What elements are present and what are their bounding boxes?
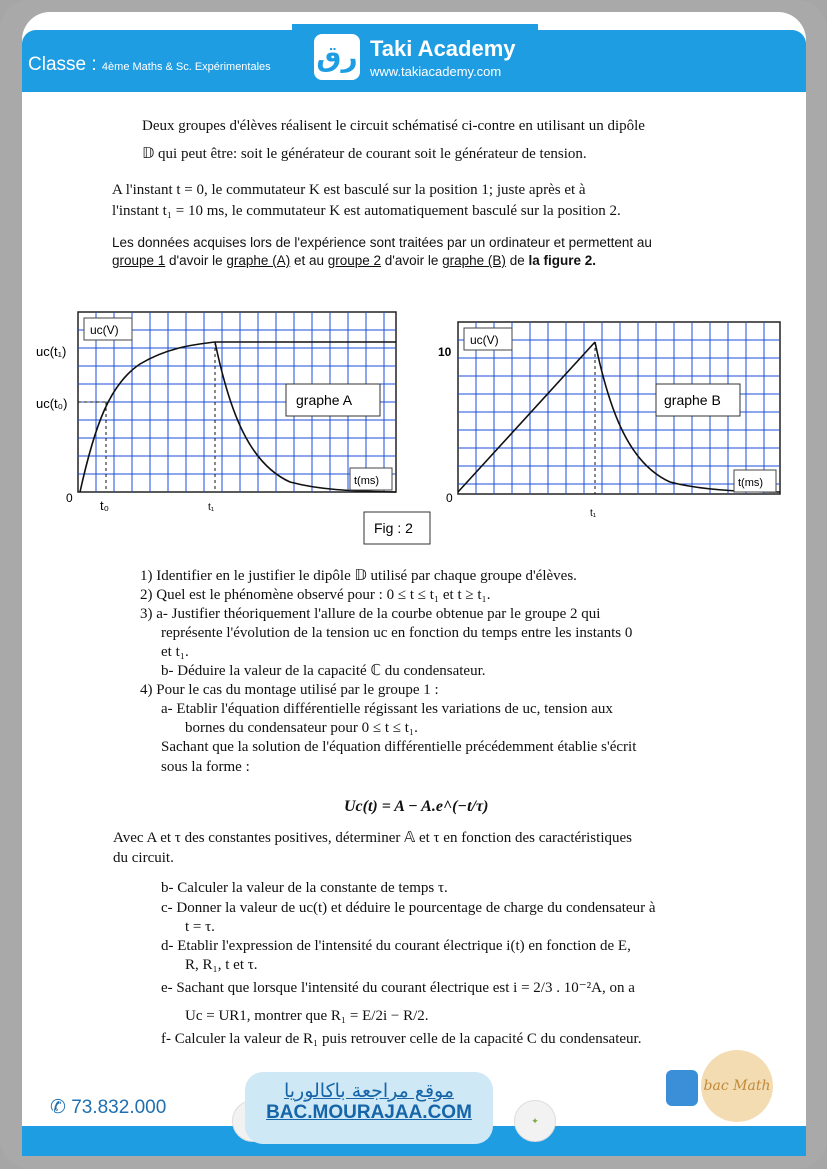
solution-formula: Uc(t) = A − A.e^(−t/τ) xyxy=(344,798,489,815)
site-arabic-name: موقع مراجعة باكالوريا xyxy=(283,1080,455,1102)
question-3a-line1: 3) a- Justifier théoriquement l'allure de la courbe obtenue par le groupe 2 qui xyxy=(140,606,601,622)
question-4d-line2: R, R₁, t et τ. xyxy=(185,957,258,973)
question-4b: b- Calculer la valeur de la constante de temps τ. xyxy=(161,880,448,896)
question-1: 1) Identifier en le justifier le dipôle 𝔻 utilisé par chaque groupe d'élèves. xyxy=(140,568,577,584)
bac-math-logo: bac Math xyxy=(701,1050,773,1122)
graph-b-ytick-10: 10 xyxy=(438,345,452,359)
question-3a-line3: et t₁. xyxy=(161,644,189,660)
graph-a-ylabel: uc(V) xyxy=(90,323,119,337)
intro-line-3: A l'instant t = 0, le commutateur K est basculé sur la position 1; juste après et à xyxy=(112,182,586,198)
intro-line-4: l'instant t₁ = 10 ms, le commutateur K est automatiquement basculé sur la position 2. xyxy=(112,203,621,219)
question-3a-line2: représente l'évolution de la tension uc en fonction du temps entre les instants 0 xyxy=(161,625,633,641)
question-4a-line2: bornes du condensateur pour 0 ≤ t ≤ t₁. xyxy=(185,720,418,736)
question-4-solution-line1: Sachant que la solution de l'équation différentielle précédemment établie s'écrit xyxy=(161,739,637,755)
brand-name: Taki Academy xyxy=(370,36,516,61)
fig-caption: Fig : 2 xyxy=(374,520,413,536)
question-3b: b- Déduire la valeur de la capacité ℂ du condensateur. xyxy=(161,663,486,679)
figure-2 xyxy=(36,304,790,554)
avec-line-1: Avec A et τ des constantes positives, déterminer 𝔸 et τ en fonction des caractéristiques xyxy=(113,830,632,846)
graph-a-t1-label: t₁ xyxy=(208,502,215,513)
graph-b-label: graphe B xyxy=(664,392,721,408)
bac-mourajaa-banner[interactable] xyxy=(245,1072,493,1144)
brand-url[interactable]: www.takiacademy.com xyxy=(370,64,502,79)
graph-a xyxy=(36,312,396,513)
site-name[interactable]: BAC.MOURAJAA.COM xyxy=(266,1102,472,1123)
avec-line-2: du circuit. xyxy=(113,850,174,866)
question-4e-line1: e- Sachant que lorsque l'intensité du courant électrique est i = 2/3 . 10⁻²A, on a xyxy=(161,980,635,996)
graph-b-origin: 0 xyxy=(446,491,453,505)
graph-a-xlabel: t(ms) xyxy=(354,475,380,487)
taki-logo-icon: رق xyxy=(314,34,360,80)
intro-line-1: Deux groupes d'élèves réalisent le circuit schématisé ci-contre en utilisant un dipôle xyxy=(142,118,645,134)
intro-line-2: 𝔻 qui peut être: soit le générateur de courant soit le générateur de tension. xyxy=(142,146,587,162)
graph-b-t1-label: t₁ xyxy=(590,508,597,519)
intro-line-5: Les données acquises lors de l'expérience sont traitées par un ordinateur et permettent au xyxy=(112,235,652,250)
document-page xyxy=(22,12,806,1156)
brand-logo[interactable] xyxy=(292,24,538,90)
graph-a-y1-label: uc(t₁) xyxy=(36,344,67,359)
question-4: 4) Pour le cas du montage utilisé par le groupe 1 : xyxy=(140,682,439,698)
question-4f: f- Calculer la valeur de R₁ puis retrouver celle de la capacité C du condensateur. xyxy=(161,1031,642,1047)
intro-line-6: groupe 1 d'avoir le graphe (A) et au groupe 2 d'avoir le graphe (B) de la figure 2. xyxy=(112,253,596,268)
graph-a-origin: 0 xyxy=(66,491,73,505)
question-4c-line1: c- Donner la valeur de uc(t) et déduire le pourcentage de charge du condensateur à xyxy=(161,900,656,916)
phone-icon: ✆ xyxy=(50,1097,72,1118)
question-2: 2) Quel est le phénomène observé pour : 0 ≤ t ≤ t₁ et t ≥ t₁. xyxy=(140,587,491,603)
phone-number[interactable]: ✆ 73.832.000 xyxy=(50,1097,167,1118)
question-4a-line1: a- Etablir l'équation différentielle régissant les variations de uc, tension aux xyxy=(161,701,613,717)
gift-cube-icon xyxy=(666,1070,698,1106)
classe-label: Classe : 4ème Maths & Sc. Expérimentales xyxy=(28,54,271,75)
question-4c-line2: t = τ. xyxy=(185,919,215,935)
graph-b xyxy=(438,322,780,519)
graph-b-ylabel: uc(V) xyxy=(470,333,499,347)
graph-b-xlabel: t(ms) xyxy=(738,477,764,489)
graph-a-y0-label: uc(t₀) xyxy=(36,396,68,411)
right-badge-icon: ✦ xyxy=(514,1100,556,1142)
question-4e-line2: Uc = UR1, montrer que R₁ = E/2i − R/2. xyxy=(185,1008,429,1024)
graph-a-label: graphe A xyxy=(296,392,353,408)
question-4-solution-line2: sous la forme : xyxy=(161,759,250,775)
question-4d-line1: d- Etablir l'expression de l'intensité du courant électrique i(t) en fonction de E, xyxy=(161,938,631,954)
graph-a-t0-label: t₀ xyxy=(100,498,110,513)
